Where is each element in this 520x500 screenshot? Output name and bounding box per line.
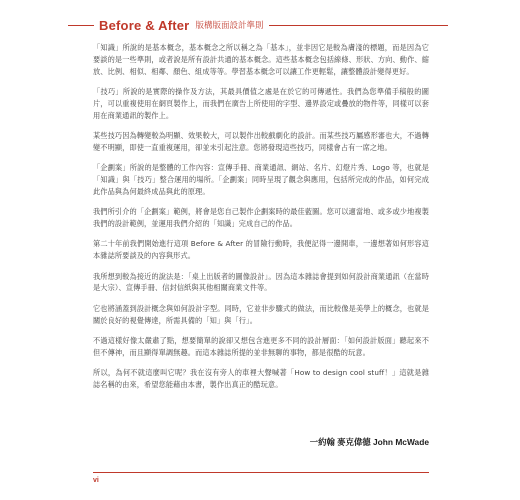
paragraph-5: 我們所引介的「企劃案」範例，將會是您自己製作企劃案時的最佳藍圖。您可以適當地、或多或少地複製我們的設計範例，並運用我們介紹的「知識」完成自己的作品。 (93, 207, 429, 228)
author-signature: 一約翰 麥克偉德 John McWade (309, 437, 429, 447)
paragraph-1: 「知識」所說的是基本概念，基本概念之所以稱之為「基本」，並非因它是較為膚淺的標題，而是因為它要談的是一些準則，或者說是所有設計共通的基本概念。這些基本概念包括線條、形狀、方向、動作、縮放、比例、相似、相鄰、顏色、組成等等。學習基本概念可以讓工作更輕鬆，讓整體設計變得更好。 (93, 43, 429, 76)
footer-rule (93, 472, 429, 473)
header-rule-left (68, 25, 94, 26)
header-subtitle: 版構版面設計準則 (195, 21, 264, 31)
body-text (93, 42, 429, 399)
paragraph-8: 它也將涵蓋到設計概念與如何設計字型。同時，它並非步驟式的做法，而比較像是美學上的概念，也就是關於良好的視覺傳達，所需具備的「知」與「行」。 (93, 303, 429, 325)
page-header (68, 16, 448, 34)
paragraph-6: 第二十年前我們開始進行這項 Before & After 的冒險行動時，我便記得一邊開車，一邊想著如何形容這本雜誌所要談及的內容與形式。 (93, 239, 429, 261)
header-title: Before & After (99, 17, 190, 33)
paragraph-9: 不過這樣好像太嚴肅了點，想要簡單的說卻又想包含進更多不同的設計層面：「如何設計版面」聽起來不但不傳神，而且顯得單調無趣。而這本雜誌所提的並非無聊的事物，都是很酷的玩意。 (93, 335, 429, 357)
paragraph-2: 「技巧」所說的是實際的操作及方法，其最具價值之處是在於它的可傳遞性。我們為您準備手稿般的圖片，可以重複使用在網頁製作上，而我們在廣告上所使用的字型、邊界設定或疊放的物件等，同樣可以套用在商業通訊的製作上。 (93, 86, 429, 120)
paragraph-3: 某些技巧因為轉變較為明顯、效果較大，可以製作出較戲劇化的設計。而某些技巧屬感形審也大，不過轉變不明顯，即使一直重複運用，卻並未引起注意。您將發現這些技巧，同樣會占有一席之地。 (93, 130, 429, 152)
page-number: vi (93, 477, 99, 484)
paragraph-7: 我所想到較為接近的說法是：「桌上出版者的圖像設計」。因為這本雜誌會提到如何設計商業通訊（在當時是大宗）、宣傳手冊、信封信紙與其他相關商業文件等。 (93, 271, 429, 293)
paragraph-10: 所以，為何不就這麼叫它呢？我在沒有旁人的車裡大聲喊著「How to design cool stuff！」這就是雜誌名稱的由來，希望您能藉由本書，製作出真正的酷玩意。 (93, 368, 429, 389)
header-rule-right (269, 25, 448, 26)
paragraph-4: 「企劃案」所說的是整體的工作內容：宣傳手冊、商業通訊、網站、名片、幻燈片秀、Logo 等，也就是「知識」與「技巧」整合運用的場所。「企劃案」同時呈現了觀念與應用，包括所完成的作品，如何完成此作品與為何最終成品與此的原理。 (93, 163, 429, 196)
